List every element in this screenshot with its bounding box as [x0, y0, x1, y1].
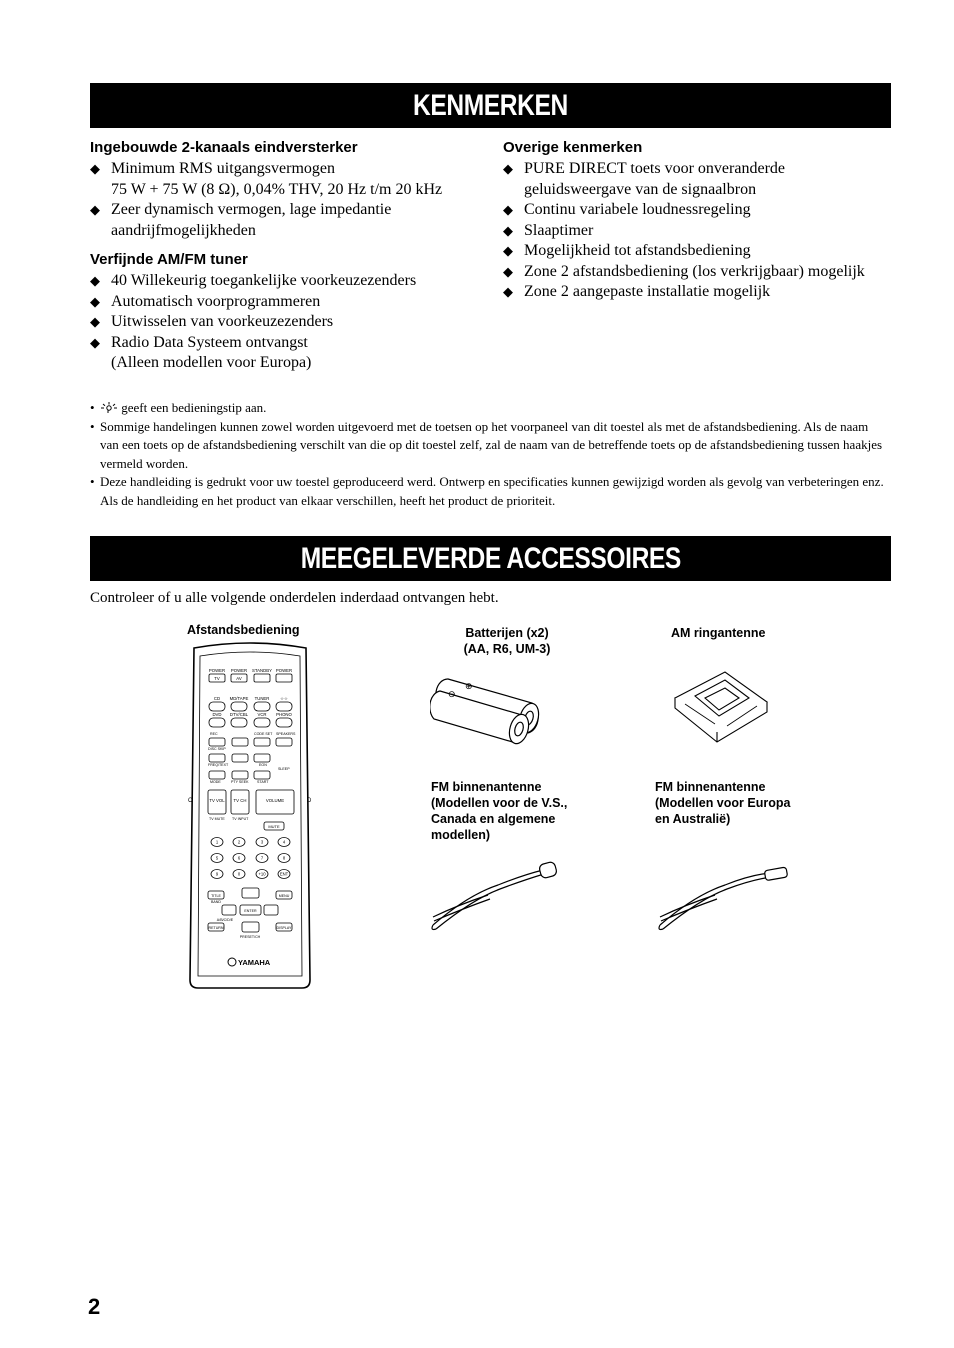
list-item: ◆ Zone 2 aangepaste installatie mogelijk	[503, 282, 893, 303]
number-button-label: 8	[282, 855, 286, 861]
number-button-label: 1	[215, 839, 219, 845]
page-number: 2	[88, 1294, 101, 1319]
list-item: ◆ Uitwisselen van voorkeuzezenders	[90, 312, 490, 333]
accessories-banner	[90, 536, 891, 581]
svg-text:REC: REC	[210, 732, 218, 736]
fm-antenna-us-illustration	[428, 855, 563, 935]
svg-text:MUTE: MUTE	[268, 824, 280, 829]
accessories-intro: Controleer of u alle volgende onderdelen inderdaad ontvangen hebt.	[90, 590, 499, 606]
svg-text:EON: EON	[259, 763, 267, 767]
svg-text:TUNER: TUNER	[254, 696, 270, 701]
list-item: ◆ Automatisch voorprogrammeren	[90, 292, 490, 313]
svg-text:SLEEP: SLEEP	[278, 767, 290, 771]
svg-text:ENTER: ENTER	[244, 909, 257, 913]
svg-text:STANDBY: STANDBY	[252, 668, 272, 673]
number-button-label: 5	[215, 855, 219, 861]
am-antenna-label: AM ringantenne	[671, 626, 766, 640]
section-heading-tuner: Verfijnde AM/FM tuner	[90, 251, 248, 268]
svg-text:DISC SKIP: DISC SKIP	[208, 747, 226, 751]
svg-text:MODE: MODE	[210, 780, 221, 784]
svg-text:PTY SEEK: PTY SEEK	[231, 780, 249, 784]
number-button-label: 6	[237, 855, 241, 861]
svg-text:RETURN: RETURN	[208, 926, 224, 930]
features-banner	[90, 83, 891, 128]
list-item: ◆ Slaaptimer	[503, 221, 893, 242]
features-left-column	[90, 139, 490, 384]
number-button-label: 3	[260, 839, 264, 845]
number-button-label: +10	[258, 871, 266, 877]
number-button-label: 0	[237, 871, 241, 877]
svg-text:TITLE: TITLE	[211, 894, 221, 898]
number-button-label: ENT	[279, 871, 289, 877]
remote-label: Afstandsbediening	[187, 623, 300, 637]
svg-text:DTV/CBL: DTV/CBL	[229, 712, 249, 717]
batteries-illustration	[430, 665, 550, 745]
features-title: KENMERKEN	[413, 89, 568, 122]
side-mark-c: C	[188, 798, 193, 804]
battery-minus-sign: ⊖	[448, 689, 456, 699]
svg-text:POWER: POWER	[275, 668, 293, 673]
remote-control-illustration	[180, 640, 320, 995]
svg-text:POWER: POWER	[230, 668, 248, 673]
number-button-label: 7	[260, 855, 264, 861]
yamaha-logo: YAMAHA	[238, 958, 271, 967]
section-heading-amplifier: Ingebouwde 2-kanaals eindversterker	[90, 139, 358, 156]
svg-text:TV CH: TV CH	[233, 798, 247, 803]
list-item: ◆ Continu variabele loudnessregeling	[503, 200, 893, 221]
number-button-label: 9	[215, 871, 219, 877]
svg-text:VOLUME: VOLUME	[265, 798, 285, 803]
section-heading-other: Overige kenmerken	[503, 139, 643, 156]
svg-text:MENU: MENU	[278, 894, 290, 898]
svg-text:A/B/C/D/E: A/B/C/D/E	[216, 918, 234, 922]
svg-text:PHONO: PHONO	[276, 712, 292, 717]
svg-text:VCR: VCR	[257, 712, 267, 717]
svg-text:START: START	[257, 780, 269, 784]
list-item: ◆ Radio Data Systeem ontvangst (Alleen modellen voor Europa)	[90, 333, 490, 374]
number-button-label: 2	[237, 839, 241, 845]
list-item: ◆ 40 Willekeurig toegankelijke voorkeuzezenders	[90, 271, 490, 292]
number-button-label: 4	[282, 839, 286, 845]
tip-icon	[100, 401, 118, 413]
side-mark-d: D	[307, 798, 312, 804]
accessories-title: MEEGELEVERDE ACCESSOIRES	[300, 542, 681, 575]
svg-text:CODE SET: CODE SET	[254, 732, 273, 736]
list-item: ◆ Zeer dynamisch vermogen, lage impedantie aandrijfmogelijkheden	[90, 200, 490, 241]
svg-text:BAND: BAND	[211, 900, 221, 904]
note-remote-buttons: • Sommige handelingen kunnen zowel worden uitgevoerd met de toetsen op het voorpaneel van dit toestel als met de afstandsbediening. Als de naam van een toets op de afstandsbediening verschilt van die op dit toestel zelf, zal de naam van de betreffende toets op de afstandsbediening tussen haakjes vermeld worden.	[90, 418, 890, 474]
svg-text:TV: TV	[214, 676, 220, 681]
battery-plus-sign: ⊕	[465, 681, 473, 691]
svg-text:DISPLAY: DISPLAY	[276, 926, 292, 930]
note-tip: • geeft een bedieningstip aan.	[90, 399, 890, 418]
features-right-column	[503, 139, 893, 313]
svg-text:AV: AV	[236, 676, 242, 681]
batteries-label: Batterijen (x2) (AA, R6, UM-3)	[463, 626, 551, 656]
svg-text:DVD: DVD	[212, 712, 222, 717]
svg-text:TV MUTE: TV MUTE	[209, 817, 225, 821]
other-features-list	[503, 159, 893, 303]
list-item: ◆ Zone 2 afstandsbediening (los verkrijgbaar) mogelijk	[503, 262, 893, 283]
list-item: ◆ PURE DIRECT toets voor onveranderde geluidsweergave van de signaalbron	[503, 159, 893, 200]
svg-text:SPEAKERS: SPEAKERS	[276, 732, 296, 736]
am-antenna-illustration	[665, 660, 775, 750]
list-item: ◆ Minimum RMS uitgangsvermogen 75 W + 75 W (8 Ω), 0,04% THV, 20 Hz t/m 20 kHz	[90, 159, 490, 200]
svg-text:CD: CD	[213, 696, 221, 701]
svg-text:PRESET/CH: PRESET/CH	[239, 935, 261, 939]
fm-antenna-us-label: FM binnenantenne (Modellen voor de V.S., Canada en algemene modellen)	[431, 780, 568, 842]
svg-text:TV INPUT: TV INPUT	[232, 817, 249, 821]
svg-text:POWER: POWER	[208, 668, 226, 673]
svg-text:☆☆: ☆☆	[280, 696, 288, 701]
tuner-list	[90, 271, 490, 374]
note-manual-priority: • Deze handleiding is gedrukt voor uw toestel geproduceerd werd. Ontwerp en specificaties kunnen gewijzigd worden als gevolg van verbeteringen enz. Als de handleiding en het product van elkaar verschillen, heeft het product de prioriteit.	[90, 473, 890, 510]
fm-antenna-eu-illustration	[655, 855, 790, 935]
svg-text:TV VOL: TV VOL	[209, 798, 225, 803]
svg-text:FREQ/TEXT: FREQ/TEXT	[208, 763, 229, 767]
notes-block	[90, 399, 890, 510]
svg-text:MD/TAPE: MD/TAPE	[229, 696, 249, 701]
list-item: ◆ Mogelijkheid tot afstandsbediening	[503, 241, 893, 262]
fm-antenna-eu-label: FM binnenantenne (Modellen voor Europa en Australië)	[655, 780, 791, 826]
amplifier-list	[90, 159, 490, 241]
